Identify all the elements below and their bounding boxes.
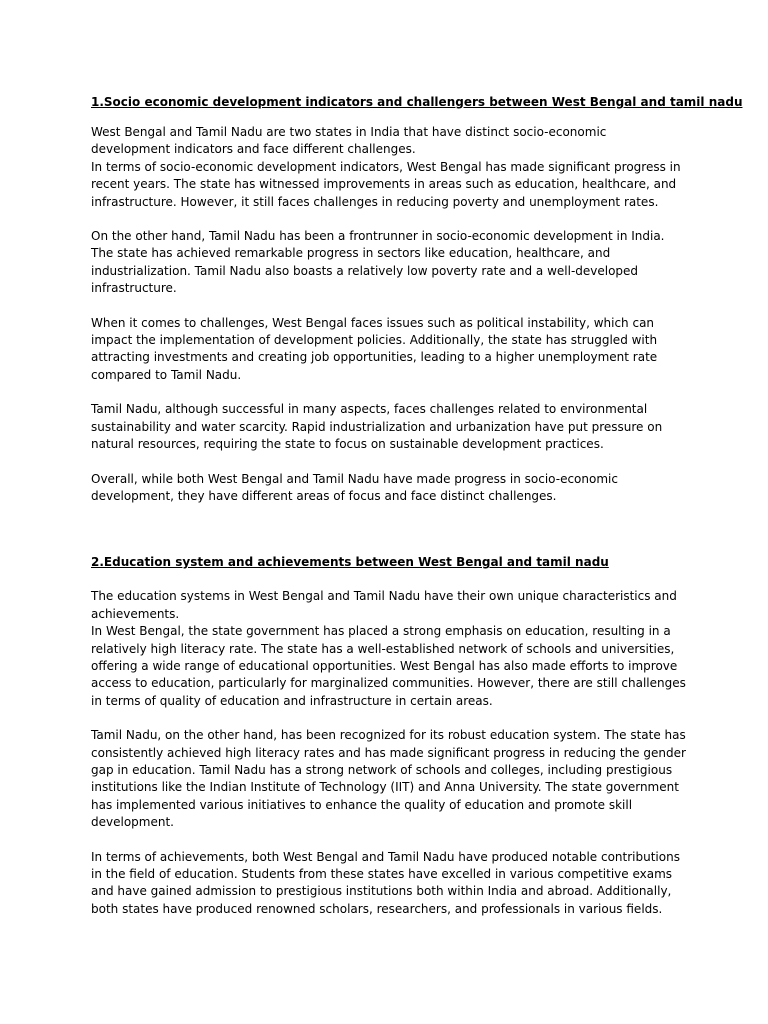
paragraph: The education systems in West Bengal and Tamil Nadu have their own unique characteristics and achievements. [91, 589, 677, 621]
paragraph: West Bengal and Tamil Nadu are two states in India that have distinct socio-economic development indicators and face different challenges. [91, 125, 607, 157]
section-socio-economic [91, 94, 743, 505]
section-education [91, 554, 687, 918]
paragraph: In terms of achievements, both West Bengal and Tamil Nadu have produced notable contributions in the field of education. Students from these states have excelled in various competitive exams and have gained admission to prestigious institutions both within India and abroad. Additionally, both states have produced renowned scholars, researchers, and professionals in various fields. [91, 849, 680, 916]
paragraph: Overall, while both West Bengal and Tamil Nadu have made progress in socio-economic development, they have different areas of focus and face distinct challenges. [91, 471, 618, 503]
paragraph: On the other hand, Tamil Nadu has been a frontrunner in socio-economic development in India. The state has achieved remarkable progress in sectors like education, healthcare, and industrialization. Tamil Nadu also boasts a relatively low poverty rate and a well-developed infrastructure. [91, 229, 665, 296]
paragraph: When it comes to challenges, West Bengal faces issues such as political instability, which can impact the implementation of development policies. Additionally, the state has struggled with attracting investments and creating job opportunities, leading to a higher unemployment rate compared to Tamil Nadu. [91, 315, 658, 382]
paragraph: In terms of socio-economic development indicators, West Bengal has made significant progress in recent years. The state has witnessed improvements in areas such as education, healthcare, and infrastructure. However, it still faces challenges in reducing poverty and unemployment rates. [91, 159, 681, 209]
document-page [91, 94, 743, 918]
paragraph: In West Bengal, the state government has placed a strong emphasis on education, resulting in a relatively high literacy rate. The state has a well-established network of schools and universities, offering a wide range of educational opportunities. West Bengal has also made efforts to improve access to education, particularly for marginalized communities. However, there are still challenges in terms of quality of education and infrastructure in certain areas. [91, 624, 686, 708]
paragraph: Tamil Nadu, on the other hand, has been recognized for its robust education system. The state has consistently achieved high literacy rates and has made significant progress in reducing the gender gap in education. Tamil Nadu has a strong network of schools and colleges, including prestigious institutions like the Indian Institute of Technology (IIT) and Anna University. The state government has implemented various initiatives to enhance the quality of education and promote skill development. [91, 728, 686, 830]
section-heading: 2.Education system and achievements between West Bengal and tamil nadu [91, 555, 609, 570]
section-heading: 1.Socio economic development indicators and challengers between West Bengal and tamil nadu [91, 95, 743, 109]
paragraph: Tamil Nadu, although successful in many aspects, faces challenges related to environmental sustainability and water scarcity. Rapid industrialization and urbanization have put pressure on natural resources, requiring the state to focus on sustainable development practices. [91, 402, 663, 452]
